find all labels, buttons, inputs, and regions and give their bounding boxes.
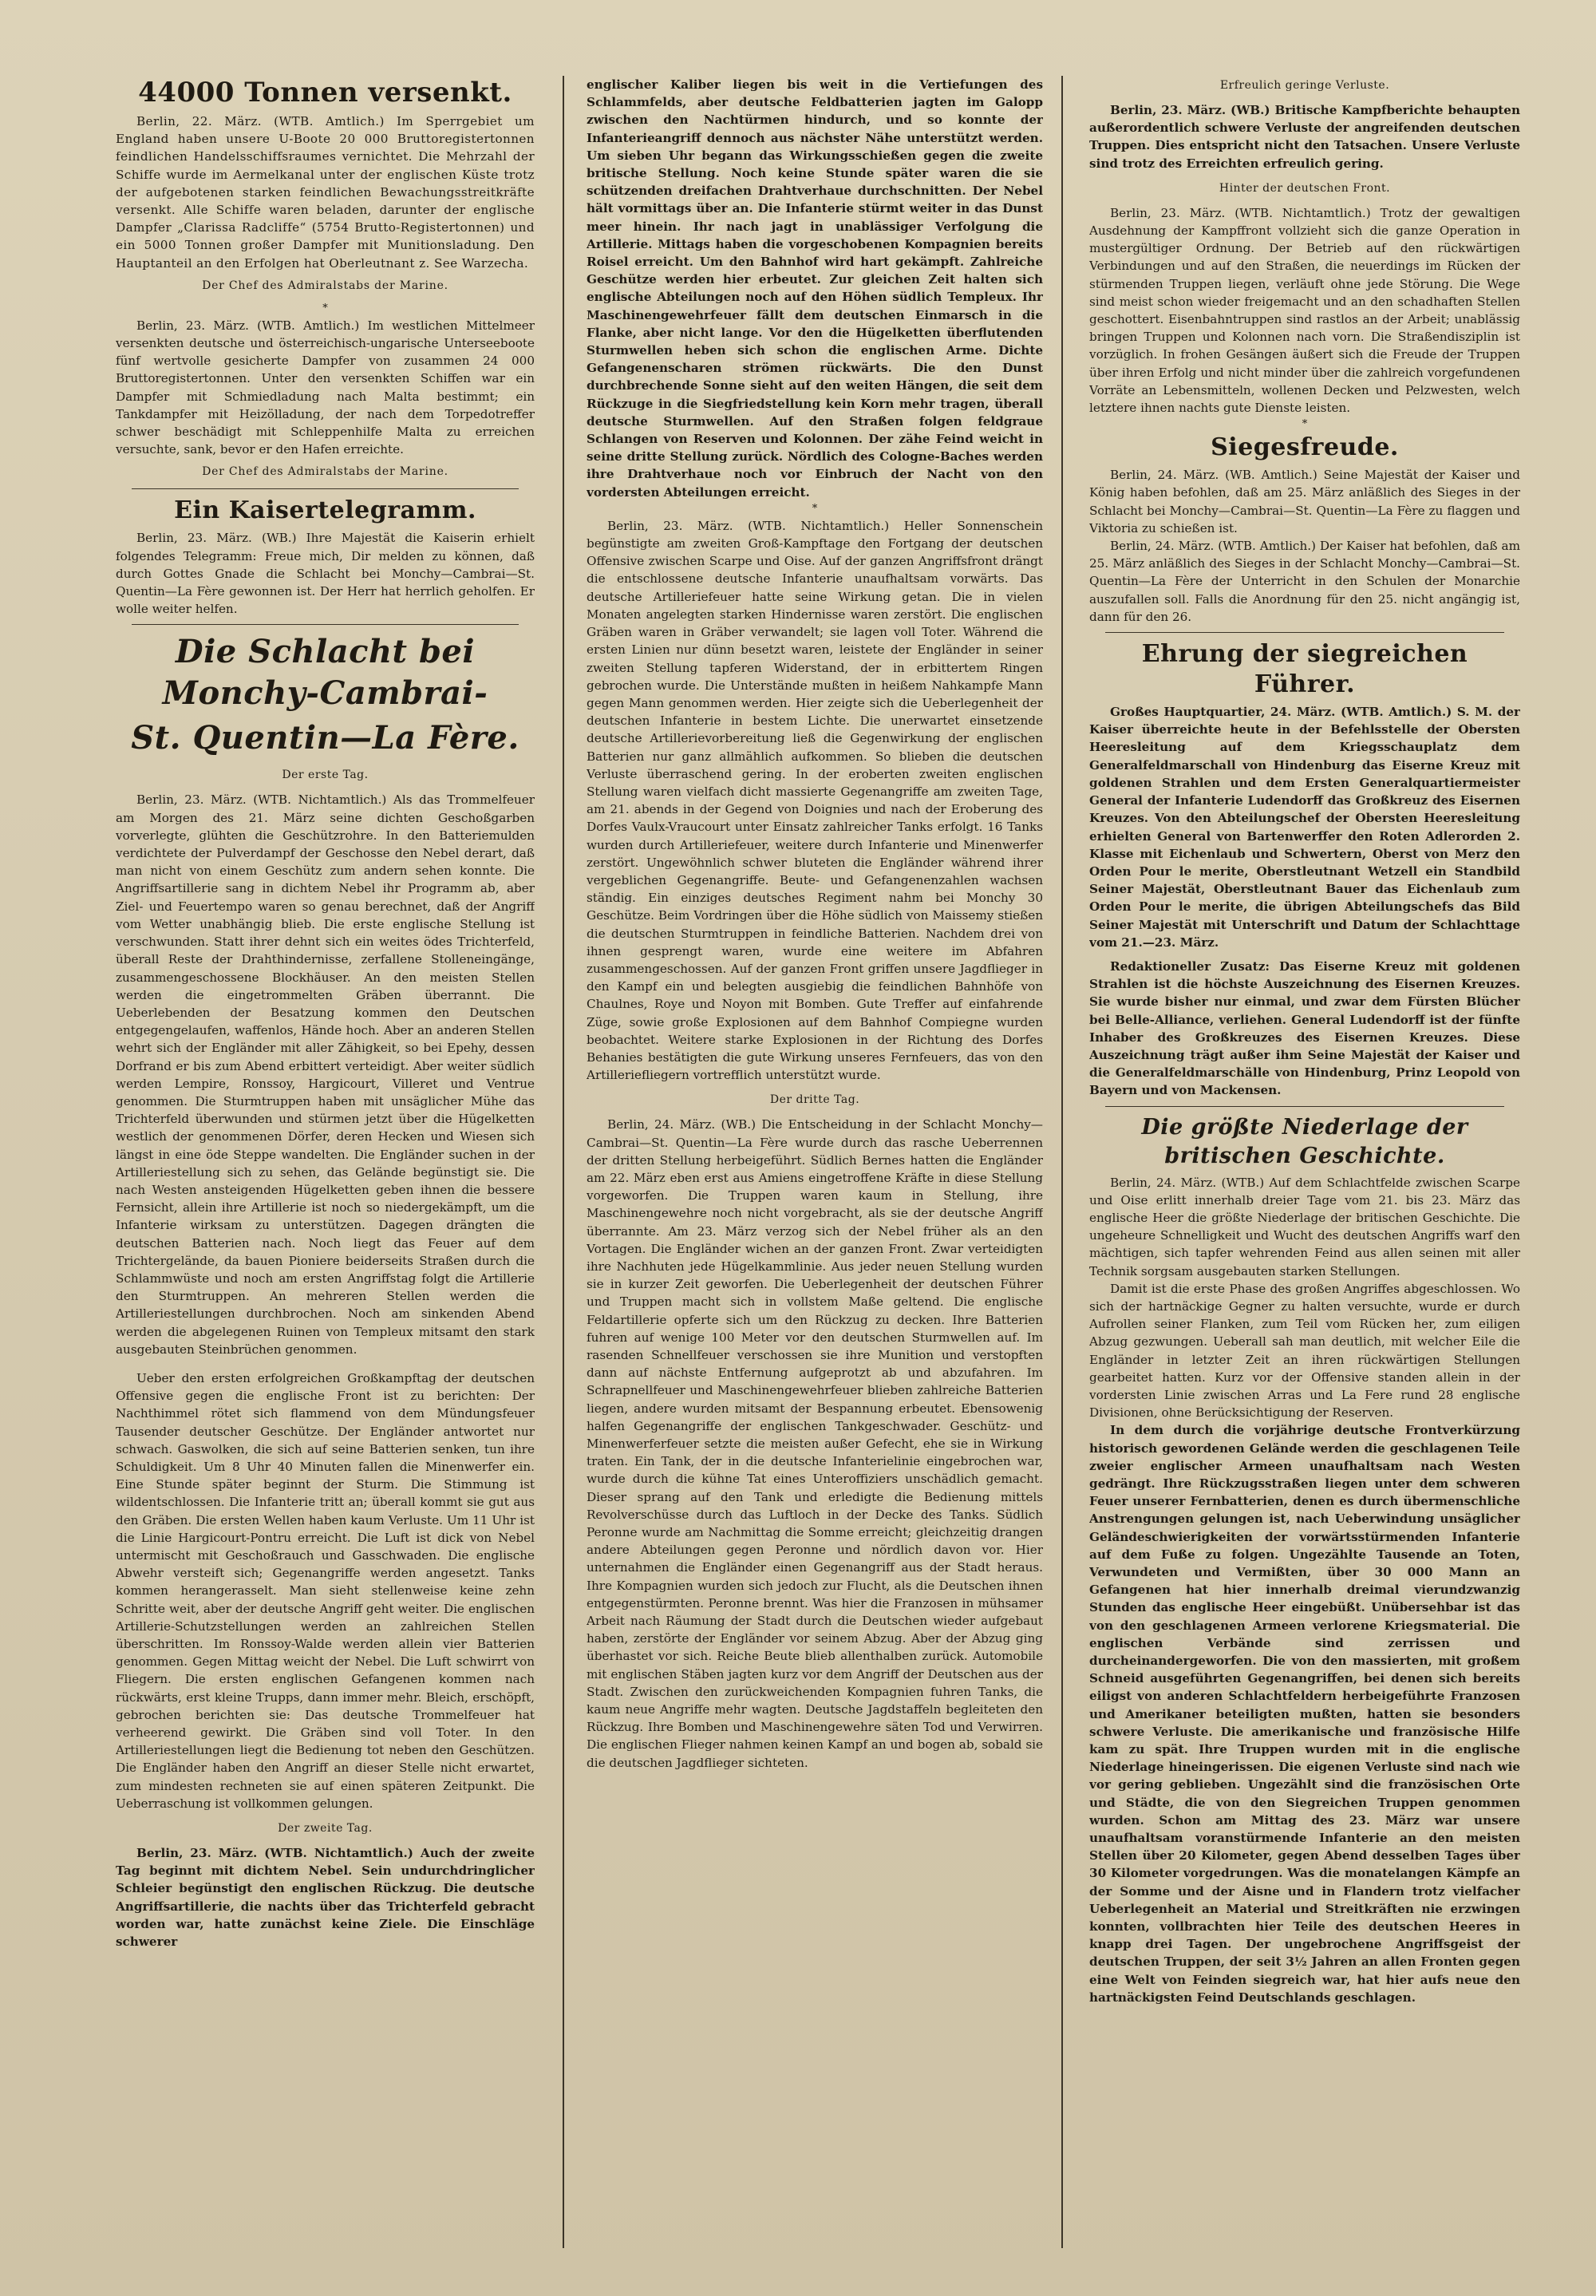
article-text: Ueber den ersten erfolgreichen Großkampftag der deutschen Offensive gegen die englische Front ist zu berichten: Der Nachthimmel rötet sich flammend von dem Mündungsfeuer Tausender deutscher Geschütze. Der Engländer antwortet nur schwach. Gaswolken, die sich auf seine Batterien senken, tun ihre Schuldigkeit. Um 8 Uhr 40 Minuten fallen die Minenwerfer ein. Eine Stunde später beginnt der Sturm. Die Stimmung ist wildentschlossen. Die Infanterie tritt an; überall kommt sie gut aus den Gräben. Die ersten Wellen haben kaum Verluste. Um 11 Uhr ist die Linie Hargicourt-Pontru erreicht. Die Luft ist dick von Nebel untermischt mit Geschoßrauch und Gasschwaden. Die englische Abwehr versteift sich; Gegenangriffe werden angesetzt. Tanks kommen herangerasselt. Man sieht stellenweise keine zehn Schritte weit, aber der deutsche Angriff geht weiter. Die englischen Artillerie-Schutzstellungen werden an zahlreichen Stellen überschritten. Im Ronssoy-Walde werden allein vier Batterien genommen. Gegen Mittag weicht der Nebel. Die Luft schwirrt von Fliegern. Die ersten englischen Gefangenen kommen nach rückwärts, erst kleine Trupps, dann immer mehr. Bleich, erschöpft, gebrochen berichten sie: Das deutsche Trommelfeuer hat verheerend gewirkt. Die Gräben sind voll Toter. In den Artilleriestellungen liegt die Bedienung tot neben den Geschützen. Die Engländer haben den Angriff an dieser Stelle nicht erwartet, zum mindesten rechneten sie auf einen späteren Zeitpunkt. Die Ueberraschung ist vollkommen gelungen. (116, 1370, 535, 1811)
separator-star: * (322, 302, 328, 314)
column-rule (1061, 76, 1063, 2248)
article-text: In dem durch die vorjährige deutsche Frontverkürzung historisch gewordenen Gelände werden die geschlagenen Teile zweier englischer Armeen unaufhaltsam nach Westen gedrängt. Ihre Rückzugsstraßen liegen unter dem schweren Feuer unserer Fernbatterien, denen es durch übermenschliche Anstrengungen gelungen ist, nach Ueberwindung unsäglicher Geländeschwierigkeiten der vorwärtsstürmenden Infanterie auf dem Fuße zu folgen. Ungezählte Tausende an Toten, Verwundeten und Vermißten, über 30 000 Mann an Gefangenen hat hier innerhalb dreimal vierundzwanzig Stunden das englische Heer eingebüßt. Unübersehbar ist das von den geschlagenen Armeen verlorene Kriegsmaterial. Die englischen Verbände sind zerrissen und durcheinandergeworfen. Die von den massierten, mit großem Schneid ausgeführten Gegenangriffen, bei denen sich bereits eiligst von anderen Schlachtfeldern herbeigeführte Franzosen und Amerikaner beteiligten mußten, hatten sie besonders schwere Verluste. Die amerikanische und französische Hilfe kam zu spät. Ihre Truppen wurden mit in die englische Niederlage hineingerissen. Die eigenen Verluste sind nach wie vor gering geblieben. Ungezählt sind die französischen Orte und Städte, die von den Siegreichen Truppen genommen wurden. Schon am Mittag des 23. März war unsere unaufhaltsam voranstürmende Infanterie an den meisten Stellen über 20 Kilometer, gegen Abend desselben Tages über 30 Kilometer vorgedrungen. Was die monatelangen Kämpfe an der Somme und der Aisne und in Flandern trotz vielfacher Ueberlegenheit an Material und Streitkräften nie erzwingen konnten, vollbrachten hier Teile des deutschen Heeres in knapp drei Tagen. Der ungebrochene Angriffsgeist der deutschen Truppen, der seit 3½ Jahren an allen Fronten gegen eine Welt von Feinden siegreich war, hat hier aufs neue den hartnäckigsten Feind Deutschlands geschlagen. (1089, 1423, 1520, 2005)
article-text: Berlin, 23. März. (WTB. Nichtamtlich.) Als das Trommelfeuer am Morgen des 21. März seine dichten Geschoßgarben vorverlegte, glühten die Geschützrohre. In den Batteriemulden verdichtete der Pulverdampf der Geschosse den Nebel derart, daß man nicht von einem Geschütz zum andern sehen konnte. Die Angriffsartillerie sang in dichtem Nebel ihr Programm ab, aber Ziel- und Feuertempo waren so genau berechnet, daß der Angriff vom Wetter unabhängig blieb. Die erste englische Stellung ist verschwunden. Statt ihrer dehnt sich ein weites ödes Trichterfeld, überall Reste der Drahthindernisse, zerfallene Stolleneingänge, zusammengeschossene Blockhäuser. An den meisten Stellen werden die eingetrommelten Gräben überrannt. Die Ueberlebenden der Besatzung kommen den Deutschen entgegengelaufen, waffenlos, Hände hoch. Aber an anderen Stellen wehrt sich der Engländer mit aller Zähigkeit, so bei Epehy, dessen Dorfrand er bis zum Abend erbittert verteidigt. Aber weiter südlich werden Lempire, Ronssoy, Hargicourt, Villeret und Ventrue genommen. Die Sturmtruppen haben mit unsäglicher Mühe das Trichterfeld überwunden und stürmen jetzt über die Hügelketten westlich der genommenen Dörfer, deren Hecken und Wiesen sich längst in eine öde Steppe wandelten. Die Engländer suchen in der Artilleriestellung sich zu sehen, das Gelände begünstigt sie. Die nach Westen ansteigenden Hügelketten geben ihnen die bessere Fernsicht, allein ihre Artillerie ist noch so niedergekämpft, um die Infanterie wirksam zu unterstützen. Dagegen drängten die deutschen Batterien nach. Noch liegt das Feuer auf dem Trichtergelände, da bauen Pioniere beiderseits Straßen durch die Schlammwüste und noch am ersten Angriffstag folgt die Artillerie den Sturmtruppen. An mehreren Stellen werden die Artilleriestellungen durchbrochen. Noch am sinkenden Abend werden die abgelegenen Ruinen von Templeux mitsamt den stark ausgebauten Steinbrüchen genommen. (116, 792, 535, 1357)
article-text: Berlin, 24. März. (WB. Amtlich.) Seine Majestät der Kaiser und König haben befohlen, daß am 25. März anläßlich des Sieges in der Schlacht bei Monchy—Cambrai—St. Quentin—La Fère zu flaggen und Viktoria zu schießen ist. (1089, 468, 1520, 535)
spacer (116, 1358, 535, 1369)
divider (1105, 1106, 1504, 1107)
headline-schlacht-line1: Die Schlacht bei Monchy-Cambrai- (162, 633, 488, 713)
article-text: Berlin, 23. März. (WB.) Britische Kampfberichte behaupten außerordentlich schwere Verluste der angreifenden deutschen Truppen. Dies entspricht nicht den Tatsachen. Unsere Verluste sind trotz des Erreichten erfreulich gering. (1089, 103, 1520, 171)
article-text: englischer Kaliber liegen bis weit in die Vertiefungen des Schlammfelds, aber deutsche Feldbatterien jagten im Galopp zwischen den Nachtürmen hindurch, und so konnte der Infanterieangriff dennoch aus nächster Nähe unterstützt werden. Um sieben Uhr begann das Wirkungsschießen gegen die zweite britische Stellung. Noch keine Stunde später waren die sie schützenden dreifachen Drahtverhaue durchschnitten. Der Nebel hält vormittags über an. Die Infanterie stürmt weiter in das Dunst meer hinein. Ihr nach jagt in unablässiger Verfolgung die Artillerie. Mittags haben die vorgeschobenen Kompagnien bereits Roisel erreicht. Um den Bahnhof wird hart gekämpft. Zahlreiche Geschütze werden hier erbeutet. Zur gleichen Zeit halten sich englische Abteilungen noch auf den Höhen südlich Templeux. Ihr Maschinengewehrfeuer fällt dem deutschen Einmarsch in die Flanke, aber nicht lange. Vor den die Hügelketten überflutenden Sturmwellen heben sich schon die englischen Arme. Dichte Gefangenenscharen strömen rückwärts. Die den Dunst durchbrechende Sonne sieht auf den weiten Hängen, die seit dem Rückzuge in die Siegfriedstellung kein Korn mehr tragen, überall deutsche Sturmwellen. Auf den Straßen folgen feldgraue Schlangen von Reserven und Kolonnen. Der zähe Feind weicht in seine dritte Stellung zurück. Nördlich des Cologne-Baches werden ihre Drahtverhaue noch vor Einbruch der Nacht von den vordersten Abteilungen erreicht. (587, 77, 1043, 500)
article-text: Berlin, 23. März. (WB.) Ihre Majestät die Kaiserin erhielt folgendes Telegramm: Freue mich, Dir melden zu können, daß durch Gottes Gnade die Schlacht bei Monchy—Cambrai—St. Quentin—La Fère gewonnen ist. Der Herr hat herrlich geholfen. Er wolle weiter helfen. (116, 531, 535, 617)
article-text: Berlin, 23. März. (WTB. Nichtamtlich.) Trotz der gewaltigen Ausdehnung der Kampffront vollzieht sich die ganze Operation in mustergültiger Ordnung. Der Betrieb auf den rückwärtigen Verbindungen und auf den Straßen, die neuerdings im Rücken der stürmenden Truppen liegen, verläuft ohne jede Störung. Die Wege sind meist schon wieder freigemacht und an den schadhaften Stellen geschottert. Eisenbahntruppen sind rastlos an der Arbeit; unablässig bringen Truppen und Kolonnen nach vorn. Die Straßendisziplin ist vorzüglich. In frohen Gesängen äußert sich die Freude der Truppen über ihren Erfolg und nicht minder über die zahlreich vorgefundenen Vorräte an Lebensmitteln, wollenen Decken und Pelzwesten, welch letztere ihnen nachts gute Dienste leisten. (1089, 205, 1520, 416)
headline-kaisertelegramm: Ein Kaisertelegramm. (174, 496, 476, 525)
divider (132, 488, 519, 489)
headline-schlacht-line2: St. Quentin—La Fère. (131, 719, 519, 757)
column-right (1089, 76, 1520, 2252)
article-text: Berlin, 24. März. (WB.) Die Entscheidung in der Schlacht Monchy—Cambrai—St. Quentin—La Fère wurde durch das rasche Ueberrennen der dritten Stellung herbeigeführt. Südlich Bernes hatten die Engländer am 22. März eben erst aus Amiens eingetroffene Kräfte in diese Stellung vorgeworfen. Die Truppen waren kaum in Stellung, ihre Maschinengewehre noch nicht vorgebracht, als sie der deutsche Angriff überrannte. Am 23. März verzog sich der Nebel früher als an den Vortagen. Die Engländer wichen an der ganzen Front. Zwar verteidigten ihre Nachhuten jede Hügelkammlinie. Aus jeder neuen Stellung wurden sie in kurzer Zeit geworfen. Die Ueberlegenheit der deutschen Führer und Truppen macht sich in vollstem Maße geltend. Die englische Feldartillerie opferte sich um den Rückzug zu decken. Ihre Batterien fuhren auf wenige 100 Meter vor den deutschen Sturmwellen auf. Im rasenden Schnellfeuer verschossen sie ihre Munition und verstopften dann auf nächste Entfernung aufgeprotzt ab und abzufahren. Im Schrapnellfeuer und Maschinengewehrfeuer blieben zahlreiche Batterien liegen, andere wurden mitsamt der Bespannung erbeutet. Ebensowenig halfen Gegenangriffe der englischen Tankgeschwader. Geschütz- und Minenwerferfeuer setzte die meisten außer Gefecht, ehe sie in Wirkung traten. Ein Tank, der in die deutsche Infanterielinie eingebrochen war, wurde durch die kühne Tat eines Unteroffiziers unschädlich gemacht. Dieser sprang auf den Tank und erledigte die Bedienung mittels Revolverschüsse durch das Luftloch in der Decke des Tanks. Südlich Peronne wurde am Nachmittag die Somme erreicht; gleichzeitig drangen andere Abteilungen gegen Peronne und nördlich davon vor. Hier unternahmen die Engländer einen Gegenangriff aus der Stadt heraus. Ihre Kompagnien wurden sich jedoch zur Flucht, als die Deutschen ihnen entgegenstürmten. Peronne brennt. Was hier die Franzosen in mühsamer Arbeit nach Räumung der Stadt durch die Deutschen wieder aufgebaut haben, zerstörte der Engländer vor seinem Abzug. Aber der Abzug ging überhastet vor sich. Reiche Beute blieb allenthalben zurück. Automobile mit englischen Stäben jagten kurz vor dem Angriff der Deutschen aus der Stadt. Zwischen den zurückweichenden Kompagnien fuhren Tanks, die kaum neue Angriffe mehr wagten. Deutsche Jagdstaffeln begleiteten den Rückzug. Ihre Bomben und Maschinengewehre säten Tod und Verwirren. Die englischen Flieger nahmen keinen Kampf an und bogen ab, sobald sie die deutschen Jagdflieger sichteten. (587, 1117, 1043, 1770)
article-text: Berlin, 24. März. (WTB.) Auf dem Schlachtfelde zwischen Scarpe und Oise erlitt innerhalb dreier Tage vom 21. bis 23. März das englische Heer die größte Niederlage der britischen Geschichte. Die ungeheure Schnelligkeit und Wucht des deutschen Angriffs warf den mächtigen, sich tapfer wehrenden Feind aus allen seinen mit aller Technik sorgsam ausgebauten starken Stellungen. (1089, 1175, 1520, 1278)
signature: Der Chef des Admiralstabs der Marine. (202, 279, 448, 292)
headline-siegesfreude: Siegesfreude. (1211, 433, 1399, 462)
headline-niederlage: Die größte Niederlage der britischen Geschichte. (1141, 1114, 1468, 1168)
separator-star: * (812, 502, 818, 515)
column-left (116, 76, 535, 2252)
article-text: Berlin, 23. März. (WTB. Nichtamtlich.) Heller Sonnenschein begünstigte am zweiten Groß-Kampftage den Fortgang der deutschen Offensive zwischen Scarpe und Oise. Auf der ganzen Angriffsfront drängt die entschlossene deutsche Infanterie unaufhaltsam vorwärts. Das deutsche Artilleriefeuer hatte seine Wirkung getan. Die in vielen Monaten angelegten starken Hindernisse waren zerstört. Die englischen Gräben waren in Gräber verwandelt; sie lagen voll Toter. Während die ersten Linien nur dünn besetzt waren, leistete der Engländer in seiner zweiten Stellung tapferen Widerstand, der in erbittertem Ringen gebrochen wurde. Die Unterstände mußten in heißem Nahkampfe Mann gegen Mann genommen werden. Hier zeigte sich die Ueberlegenheit der deutschen Infanterie in bestem Lichte. Die unerwartet einsetzende deutsche Artillerievorbereitung ließ die Gegenwirkung der englischen Batterien nur ganz allmählich aufkommen. So blieben die deutschen Verluste überraschend gering. In der eroberten zweiten englischen Stellung waren vielfach dicht massierte Gegenangriffe am zweiten Tage, am 21. abends in der Gegend von Doignies und nach der Eroberung des Dorfes Vaulx-Vraucourt unter Einsatz zahlreicher Tanks erfolgt. 16 Tanks wurden durch Artilleriefeuer, weitere durch Infanterie und Minenwerfer zerstört. Ungewöhnlich schwer bluteten die Engländer während ihrer vergeblichen Gegenangriffe. Beute- und Gefangenenzahlen wachsen ständig. Ein einziges deutsches Regiment nahm bei Monchy 30 Geschütze. Beim Vordringen über die Höhe südlich von Maissemy stießen die deutschen Sturmtruppen in feindliche Batterien. Nachdem drei von ihnen gesprengt waren, wurde eine weitere im Abfahren zusammengeschossen. Auf der ganzen Front griffen unsere Jagdflieger in den Kampf ein und belegten ausgiebig die feindlichen Bahnhöfe von Chaulnes, Roye und Noyon mit Bomben. Gute Treffer auf einfahrende Züge, sowie große Explosionen auf dem Bahnhof Compiegne wurden beobachtet. Weitere starke Explosionen in der Richtung des Dorfes Behanies bestätigten die gute Wirkung unseres Fernfeuers, das von den Artilleriefliegern vortrefflich unterstützt wurde. (587, 518, 1043, 1083)
article-text: Damit ist die erste Phase des großen Angriffes abgeschlossen. Wo sich der hartnäckige Gegner zu halten versuchte, wurde er durch Aufrollen seiner Flanken, zum Teil vom Rücken her, zum eiligen Abzug gezwungen. Ueberall sah man deutlich, mit welcher Eile die Engländer in letzter Zeit an ihren rückwärtigen Stellungen gearbeitet hatten. Kurz vor der Offensive standen allein in der vordersten Linie zwischen Arras und La Fere rund 28 englische Divisionen, ohne Berücksichtigung der Reserven. (1089, 1281, 1520, 1421)
article-text: Berlin, 22. März. (WTB. Amtlich.) Im Sperrgebiet um England haben unsere U-Boote 20 000 Bruttoregistertonnen feindlichen Handelsschiffsraumes vernichtet. Die Mehrzahl der Schiffe wurde im Aermelkanal unter der englischen Küste trotz der aufgebotenen starken feindlichen Bewachungsstreitkräfte versenkt. Alle Schiffe waren beladen, darunter der englische Dampfer „Clarissa Radcliffe“ (5754 Brutto-Registertonnen) und ein 5000 Tonnen großer Dampfer mit Munitionsladung. Den Hauptanteil an den Erfolgen hat Oberleutnant z. See Warzecha. (116, 114, 535, 271)
subheading: Der zweite Tag. (278, 1822, 373, 1836)
separator-star: * (1302, 418, 1308, 431)
article-text: Großes Hauptquartier, 24. März. (WTB. Amtlich.) S. M. der Kaiser überreichte heute in der Befehlsstelle der Obersten Heeresleitung auf dem Kriegsschauplatz dem Generalfeldmarschall von Hindenburg das Eiserne Kreuz mit goldenen Strahlen und dem Ersten Generalquartiermeister General der Infanterie Ludendorff das Großkreuz des Eisernen Kreuzes. Von den Abteilungschef der Obersten Heeresleitung erhielten General von Bartenwerffer den Roten Adlerorden 2. Klasse mit Eichenlaub und Schwertern, Oberst von Merz den Orden Pour le merite, Oberstleutnant Wetzell ein Standbild Seiner Majestät, Oberstleutnant Bauer das Eichenlaub zum Orden Pour le merite, die übrigen Abteilungschefs das Bild Seiner Majestät mit Unterschrift und Datum der Schlachttage vom 21.—23. März. (1089, 705, 1520, 950)
subheading: Der erste Tag. (282, 769, 369, 782)
subheading: Erfreulich geringe Verluste. (1219, 79, 1390, 92)
article-text: Berlin, 24. März. (WTB. Amtlich.) Der Kaiser hat befohlen, daß am 25. März anläßlich des Sieges in der Schlacht Monchy—Cambrai—St. Quentin—La Fère der Unterricht in den Schulen der Monarchie auszufallen soll. Falls die Anordnung für den 25. nicht angängig ist, dann für den 26. (1089, 539, 1520, 624)
signature: Der Chef des Admiralstabs der Marine. (202, 465, 448, 479)
article-text: Berlin, 23. März. (WTB. Amtlich.) Im westlichen Mittelmeer versenkten deutsche und österreichisch-ungarische Unterseeboote fünf wertvolle gesicherte Dampfer von zusammen 24 000 Bruttoregistertonnen. Unter den versenkten Schiffen war ein Dampfer mit Schmiedladung nach Malta bestimmt; ein Tankdampfer mit Heizölladung, der nach dem Torpedotreffer schwer beschädigt mit Schleppenhilfe Malta zu erreichen versuchte, sank, bevor er den Hafen erreichte. (116, 318, 535, 457)
subheading: Hinter der deutschen Front. (1219, 181, 1391, 195)
subheading: Der dritte Tag. (769, 1093, 860, 1107)
column-middle (587, 76, 1043, 2252)
divider (132, 624, 519, 625)
spacer (1089, 951, 1520, 958)
headline-tonnage: 44000 Tonnen versenkt. (138, 77, 512, 109)
article-text: Berlin, 23. März. (WTB. Nichtamtlich.) Auch der zweite Tag beginnt mit dichtem Nebel. Sein undurchdringlicher Schleier begünstigt den englischen Rückzug. Die deutsche Angriffsartillerie, die nachts über das Trichterfeld gebracht worden war, hatte zunächst keine Ziele. Die Einschläge schwerer (116, 1846, 535, 1950)
article-text: Redaktioneller Zusatz: Das Eiserne Kreuz mit goldenen Strahlen ist die höchste Auszeichnung des Eisernen Kreuzes. Sie wurde bisher nur einmal, und zwar dem Fürsten Blücher bei Belle-Alliance, verliehen. General Ludendorff ist der fünfte Inhaber des Großkreuzes des Eisernen Kreuzes. Diese Auszeichnung trägt außer ihm Seine Majestät der Kaiser und die Generalfeldmarschälle von Hindenburg, Prinz Leopold von Bayern und von Mackensen. (1089, 958, 1520, 1098)
headline-ehrung: Ehrung der siegreichen Führer. (1141, 640, 1468, 699)
divider (1105, 632, 1504, 633)
column-rule (563, 76, 564, 2248)
